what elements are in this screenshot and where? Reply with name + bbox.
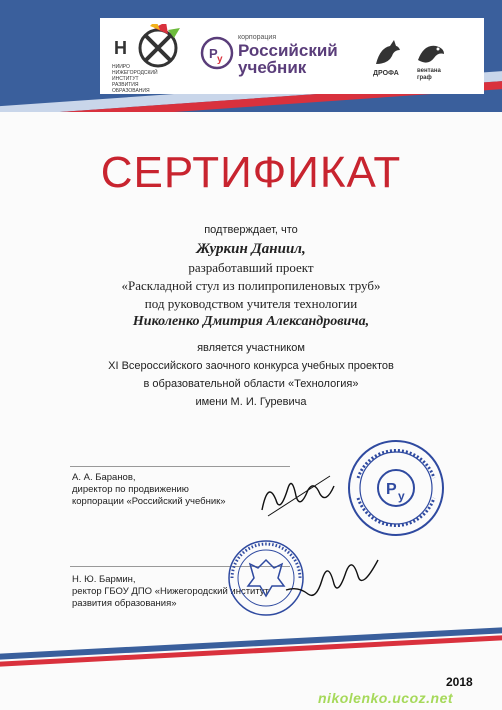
participant-text: является участником — [197, 342, 305, 354]
contest-line-3: имени М. И. Гуревича — [195, 396, 307, 408]
signatory-1 — [72, 472, 226, 508]
drofa-label: ДРОФА — [373, 70, 399, 77]
signature-2-image — [282, 550, 382, 604]
ventana-label: вентана граф — [417, 68, 441, 81]
student-name: Журкин Даниил, — [196, 241, 306, 257]
teacher-name: Николенко Дмитрия Александровича, — [132, 314, 370, 329]
signature-1-image — [258, 470, 338, 522]
certificate-title: СЕРТИФИКАТ — [100, 148, 402, 197]
header-banner — [0, 0, 502, 112]
ventana-bird-icon — [414, 38, 448, 70]
corporation-title-line2: учебник — [238, 58, 307, 77]
corporation-title-line1: Российский — [238, 41, 338, 60]
signatory-1-position-2: корпорации «Российский учебник» — [72, 496, 226, 507]
signatory-2-position-2: развития образования» — [72, 598, 177, 609]
watermark-text: nikolenko.ucoz.net — [318, 690, 454, 706]
certificate-year: 2018 — [446, 675, 473, 689]
round-stamp-icon — [346, 438, 446, 538]
svg-text:у: у — [398, 489, 405, 503]
svg-text:Р: Р — [209, 46, 218, 61]
divider — [70, 466, 290, 467]
contest-line-2: в образовательной области «Технология» — [143, 378, 359, 390]
supervision-text: под руководством учителя технологии — [144, 296, 358, 311]
signatory-2-name: Н. Ю. Бармин, — [72, 574, 136, 585]
svg-text:Р: Р — [386, 481, 397, 498]
drofa-bird-icon — [372, 38, 402, 70]
russian-textbook-logo-icon — [200, 36, 234, 70]
corporation-label: корпорация — [238, 34, 277, 41]
institute-logo-text: НИИРО НИЖЕГОРОДСКИЙ ИНСТИТУТ РАЗВИТИЯ ОБРАЗОВАНИЯ — [112, 64, 158, 94]
project-title: «Раскладной стул из полипропиленовых труб» — [121, 278, 381, 293]
signatory-2-position-1: ректор ГБОУ ДПО «Нижегородский институт — [72, 586, 269, 597]
contest-line-1: XI Всероссийского заочного конкурса учебных проектов — [108, 360, 394, 372]
signatory-1-name: А. А. Баранов, — [72, 472, 136, 483]
svg-text:Н: Н — [114, 38, 127, 58]
developed-text: разработавший проект — [188, 260, 314, 275]
signatory-1-position-1: директор по продвижению — [72, 484, 189, 495]
corporation-title — [238, 42, 338, 76]
svg-text:у: у — [217, 54, 223, 65]
confirms-text: подтверждает, что — [204, 224, 298, 236]
